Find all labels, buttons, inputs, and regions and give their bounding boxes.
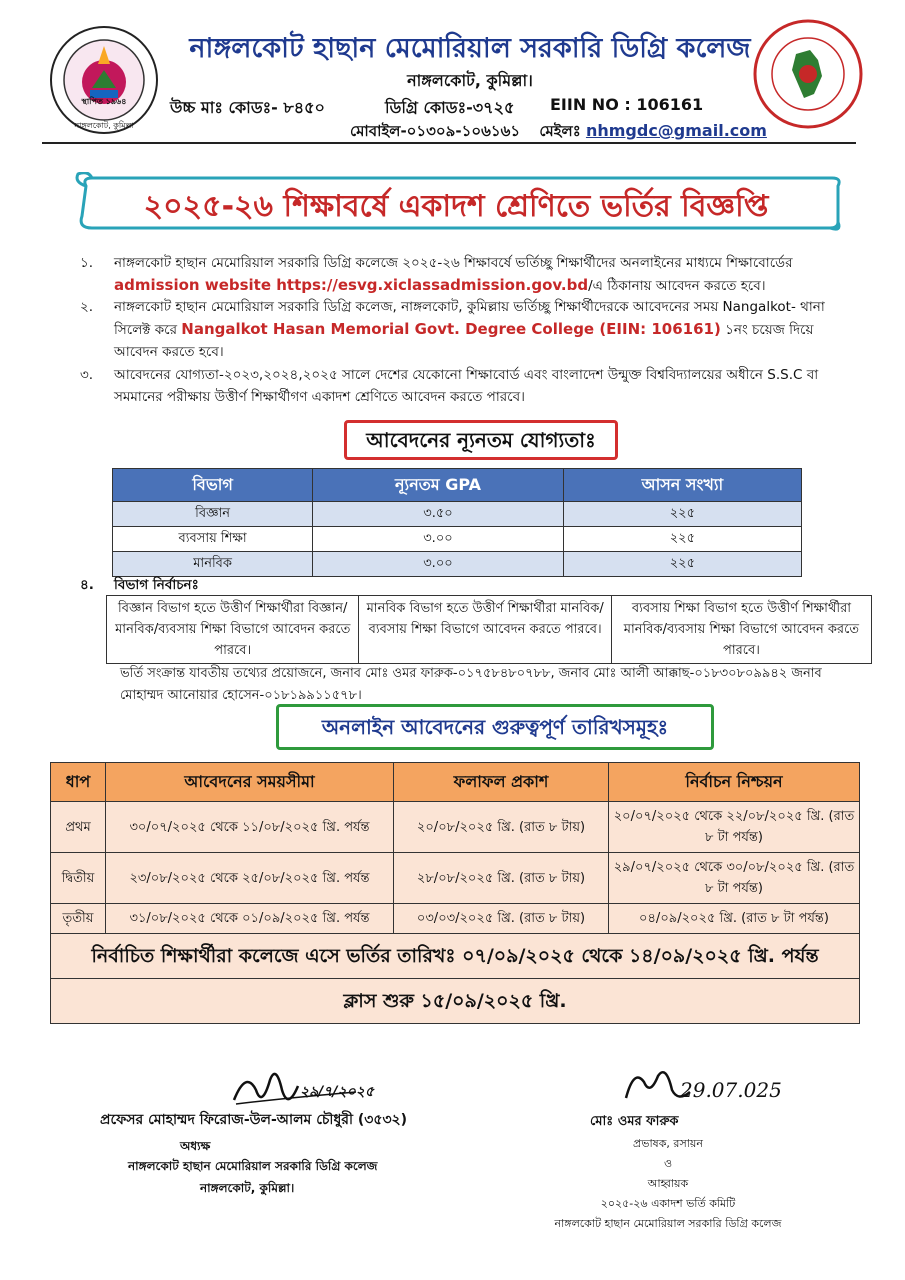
- table-cell: ৩০/০৭/২০২৫ থেকে ১১/০৮/২০২৫ খ্রি. পর্যন্ত: [106, 802, 394, 853]
- email-label: মেইলঃ: [539, 122, 581, 140]
- table-cell: ২৮/০৮/২০২৫ খ্রি. (রাত ৮ টায়): [394, 853, 609, 904]
- table-cell: ২২৫: [563, 552, 801, 577]
- gpa-table-header: [113, 469, 802, 502]
- table-cell: ২০/০৮/২০২৫ খ্রি. (রাত ৮ টায়): [394, 802, 609, 853]
- table-cell: ২২৫: [563, 502, 801, 527]
- convener-line: ও: [663, 1157, 673, 1170]
- logo-year: স্থাপিত ১৯৬৪: [81, 97, 127, 106]
- column-header: আবেদনের সময়সীমা: [106, 763, 394, 802]
- paragraph-4: [80, 574, 855, 596]
- table-cell: ব্যবসায় শিক্ষা: [113, 527, 313, 552]
- table-cell: বিজ্ঞান বিভাগ হতে উত্তীর্ণ শিক্ষার্থীরা বিজ্ঞান/মানবিক/ব্যবসায় শিক্ষা বিভাগে আবেদন করতে পারবে।: [107, 596, 359, 664]
- table-cell: ৩.৫০: [313, 502, 564, 527]
- paragraph-number: ৩.: [80, 367, 94, 383]
- paragraph-text: ১নং চয়েজ দিয়ে আবেদন করতে হবে।: [114, 322, 814, 360]
- convener-signature-date: 29.07.025: [680, 1078, 782, 1102]
- min-qualification-heading: আবেদনের ন্যূনতম যোগ্যতাঃ: [344, 420, 618, 460]
- paragraph-text: নাঙ্গলকোট হাছান মেমোরিয়াল সরকারি ডিগ্রি কলেজ, নাঙ্গলকোট, কুমিল্লায় ভর্তিচ্ছু শিক্ষার্থীদেরকে আবেদনের সময় Nangalkot- থানা সিলেক্ট করে: [114, 299, 825, 338]
- hsc-code: উচ্চ মাঃ কোডঃ- ৮৪৫০: [170, 98, 325, 117]
- class-start-line: ক্লাস শুরু ১৫/০৯/২০২৫ খ্রি.: [51, 979, 860, 1024]
- contact-persons: ভর্তি সংক্রান্ত যাবতীয় তথ্যের প্রয়োজনে, জনাব মোঃ ওমর ফারুক-০১৭৫৮৪৮০৭৮৮, জনাব মোঃ আলী আক্কাছ-০১৮৩০৮০৯৯৪২ জনাব মোহাম্মদ আনোয়ার হোসেন-০১৮১৯৯১১৫৭৮।: [120, 666, 822, 703]
- college-place: নাঙ্গলকোট, কুমিল্লা।: [407, 71, 533, 90]
- convener-line: নাঙ্গলকোট হাছান মেমোরিয়াল সরকারি ডিগ্রি কলেজ: [554, 1217, 782, 1230]
- table-cell: ৩.০০: [313, 527, 564, 552]
- table-row: [51, 802, 860, 853]
- table-cell: মানবিক বিভাগ হতে উত্তীর্ণ শিক্ষার্থীরা মানবিক/ব্যবসায় শিক্ষা বিভাগে আবেদন করতে পারবে।: [359, 596, 611, 664]
- table-cell: ২০/০৭/২০২৫ থেকে ২২/০৮/২০২৫ খ্রি. (রাত ৮ টা পর্যন্ত): [609, 802, 860, 853]
- schedule-table: [50, 762, 860, 1024]
- table-cell: ২২৫: [563, 527, 801, 552]
- mobile-number: মোবাইল-০১৩০৯-১০৬১৬১: [350, 122, 521, 140]
- table-cell: ৩.০০: [313, 552, 564, 577]
- paragraph-text: /এ ঠিকানায় আবেদন করতে হবে।: [588, 278, 766, 294]
- column-header: বিভাগ: [113, 469, 313, 502]
- schedule-table-header: [51, 763, 860, 802]
- table-row: [51, 904, 860, 934]
- table-row: [107, 596, 872, 664]
- principal-place: নাঙ্গলকোট, কুমিল্লা।: [200, 1181, 295, 1195]
- table-cell: ব্যবসায় শিক্ষা বিভাগ হতে উত্তীর্ণ শিক্ষার্থীরা মানবিক/ব্যবসায় শিক্ষা বিভাগে আবেদন করতে পারবে।: [611, 596, 871, 664]
- paragraph-text: আবেদনের যোগ্যতা-২০২৩,২০২৪,২০২৫ সালে দেশের যেকোনো শিক্ষাবোর্ড এবং বাংলাদেশ উন্মুক্ত বিশ্ববিদ্যালয়ের অধীনে S.S.C বা সমমানের পরীক্ষায় উত্তীর্ণ শিক্ষার্থীগণ একাদশ শ্রেণিতে আবেদন করতে পারবে।: [114, 367, 819, 405]
- convener-name: মোঃ ওমর ফারুক: [590, 1114, 679, 1129]
- table-cell: তৃতীয়: [51, 904, 106, 934]
- convener-line: আহ্বায়ক: [647, 1177, 689, 1190]
- eiin-number: EIIN NO : 106161: [550, 95, 704, 114]
- principal-title: অধ্যক্ষ: [180, 1139, 211, 1153]
- table-row: [113, 552, 802, 577]
- column-header: ন্যূনতম GPA: [313, 469, 564, 502]
- paragraph-text: বিভাগ নির্বাচনঃ: [114, 577, 199, 593]
- table-cell: ০৪/০৯/২০২৫ খ্রি. (রাত ৮ টা পর্যন্ত): [609, 904, 860, 934]
- important-dates-heading: অনলাইন আবেদনের গুরুত্বপূর্ণ তারিখসমূহঃ: [276, 704, 714, 750]
- table-row: [51, 979, 860, 1024]
- paragraph-text: নাঙ্গলকোট হাছান মেমোরিয়াল সরকারি ডিগ্রি কলেজে ২০২৫-২৬ শিক্ষাবর্ষে ভর্তিচ্ছু শিক্ষার্থীদের অনলাইনের মাধ্যমে শিক্ষাবোর্ডের: [114, 255, 793, 271]
- admission-website-link[interactable]: admission website https://esvg.xiclassadmission.gov.bd: [114, 276, 589, 294]
- column-header: ফলাফল প্রকাশ: [394, 763, 609, 802]
- convener-line: ২০২৫-২৬ একাদশ ভর্তি কমিটি: [600, 1197, 736, 1210]
- department-selection-table: [106, 595, 872, 664]
- table-cell: ৩১/০৮/২০২৫ থেকে ০১/০৯/২০২৫ খ্রি. পর্যন্ত: [106, 904, 394, 934]
- table-cell: মানবিক: [113, 552, 313, 577]
- header-divider: [42, 142, 856, 144]
- paragraph-3: [80, 364, 855, 408]
- paragraph-number: ২.: [80, 299, 94, 315]
- table-row: [51, 853, 860, 904]
- admission-dates-line: নির্বাচিত শিক্ষার্থীরা কলেজে এসে ভর্তির তারিখঃ ০৭/০৯/২০২৫ থেকে ১৪/০৯/২০২৫ খ্রি. পর্যন্ত: [51, 934, 860, 979]
- notice-title: ২০২৫-২৬ শিক্ষাবর্ষে একাদশ শ্রেণিতে ভর্তির বিজ্ঞপ্তি: [143, 189, 769, 224]
- college-english-name: Nangalkot Hasan Memorial Govt. Degree College (EIIN: 106161): [181, 320, 721, 338]
- table-row: [113, 527, 802, 552]
- principal-signature-date: ২৯/৭/২০২৫: [300, 1084, 374, 1100]
- table-cell: ২৩/০৮/২০২৫ থেকে ২৫/০৮/২০২৫ খ্রি. পর্যন্ত: [106, 853, 394, 904]
- email-link[interactable]: nhmgdc@gmail.com: [585, 121, 767, 140]
- table-row: [51, 934, 860, 979]
- paragraph-2: [80, 296, 855, 363]
- paragraph-1: [80, 252, 855, 297]
- college-name: নাঙ্গলকোট হাছান মেমোরিয়াল সরকারি ডিগ্রি কলেজ: [189, 33, 751, 64]
- table-cell: প্রথম: [51, 802, 106, 853]
- column-header: ধাপ: [51, 763, 106, 802]
- principal-college: নাঙ্গলকোট হাছান মেমোরিয়াল সরকারি ডিগ্রি কলেজ: [128, 1159, 378, 1173]
- table-cell: দ্বিতীয়: [51, 853, 106, 904]
- table-row: [113, 502, 802, 527]
- convener-line: প্রভাষক, রসায়ন: [633, 1137, 703, 1150]
- convener-details: [548, 1134, 788, 1234]
- table-cell: ০৩/০৩/২০২৫ খ্রি. (রাত ৮ টায়): [394, 904, 609, 934]
- principal-name: প্রফেসর মোহাম্মদ ফিরোজ-উল-আলম চৌধুরী (৩৫৩২): [100, 1112, 408, 1128]
- paragraph-number: ৪.: [80, 577, 94, 593]
- column-header: নির্বাচন নিশ্চয়ন: [609, 763, 860, 802]
- gpa-table: [112, 468, 802, 577]
- logo-place: নাঙ্গলকোট, কুমিল্লা: [74, 121, 134, 130]
- government-seal: [752, 18, 864, 130]
- column-header: আসন সংখ্যা: [563, 469, 801, 502]
- table-cell: ২৯/০৭/২০২৫ থেকে ৩০/০৮/২০২৫ খ্রি. (রাত ৮ টা পর্যন্ত): [609, 853, 860, 904]
- paragraph-number: ১.: [80, 255, 94, 271]
- table-cell: বিজ্ঞান: [113, 502, 313, 527]
- degree-code: ডিগ্রি কোডঃ-৩৭২৫: [385, 98, 515, 117]
